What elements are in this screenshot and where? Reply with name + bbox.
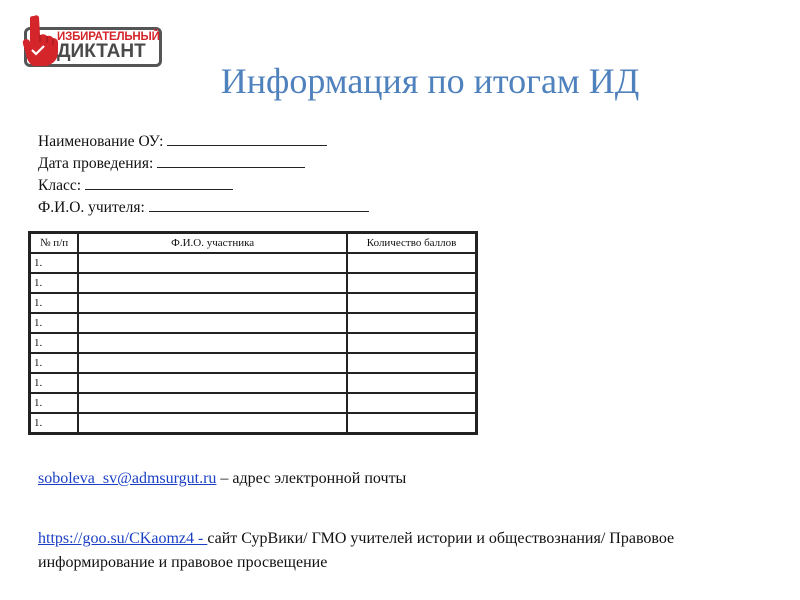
site-line	[38, 527, 778, 575]
page-title: Информация по итогам ИД	[220, 61, 640, 101]
results-table	[28, 231, 478, 435]
cell-score[interactable]	[347, 313, 476, 333]
cell-score[interactable]	[347, 333, 476, 353]
table-row	[30, 333, 477, 353]
field-blank-line[interactable]	[149, 197, 369, 212]
field-teacher	[38, 197, 369, 219]
table-row	[30, 253, 477, 273]
email-link[interactable]: soboleva_sv@admsurgut.ru	[38, 470, 217, 487]
table-row	[30, 293, 477, 313]
cell-number: 1.	[30, 273, 79, 293]
field-label: Ф.И.О. учителя:	[38, 199, 145, 216]
table-row	[30, 353, 477, 373]
email-description: – адрес электронной почты	[216, 470, 407, 487]
cell-number: 1.	[30, 253, 79, 273]
table-row	[30, 273, 477, 293]
cell-score[interactable]	[347, 393, 476, 413]
cell-score[interactable]	[347, 413, 476, 434]
field-label: Дата проведения:	[38, 155, 154, 172]
cell-participant[interactable]	[78, 313, 347, 333]
field-label: Наименование ОУ:	[38, 133, 164, 150]
cell-number: 1.	[30, 333, 79, 353]
cell-number: 1.	[30, 413, 79, 434]
field-class	[38, 175, 369, 197]
cell-number: 1.	[30, 393, 79, 413]
raised-hand-icon	[20, 14, 60, 66]
logo-text-line2: ДИКТАНТ	[57, 41, 146, 62]
table-header-row	[30, 233, 477, 254]
table-row	[30, 313, 477, 333]
cell-score[interactable]	[347, 293, 476, 313]
form-fields	[38, 131, 369, 219]
site-link[interactable]: https://goo.su/CKaomz4 -	[38, 530, 208, 547]
cell-participant[interactable]	[78, 333, 347, 353]
logo-text-line1: ИЗБИРАТЕЛЬНЫЙ	[57, 31, 160, 43]
header-score: Количество баллов	[347, 233, 476, 254]
email-line	[38, 470, 406, 488]
cell-number: 1.	[30, 313, 79, 333]
field-label: Класс:	[38, 177, 82, 194]
cell-score[interactable]	[347, 253, 476, 273]
table-row	[30, 413, 477, 434]
site-description: сайт СурВики/ ГМО учителей истории и обществознания/ Правовое информирование и правовое просвещение	[38, 530, 675, 571]
header-participant: Ф.И.О. участника	[78, 233, 347, 254]
cell-score[interactable]	[347, 273, 476, 293]
cell-participant[interactable]	[78, 293, 347, 313]
cell-participant[interactable]	[78, 373, 347, 393]
cell-participant[interactable]	[78, 253, 347, 273]
cell-participant[interactable]	[78, 353, 347, 373]
field-blank-line[interactable]	[167, 131, 327, 146]
cell-participant[interactable]	[78, 273, 347, 293]
cell-score[interactable]	[347, 353, 476, 373]
cell-participant[interactable]	[78, 413, 347, 434]
field-blank-line[interactable]	[85, 175, 233, 190]
table-row	[30, 373, 477, 393]
cell-number: 1.	[30, 353, 79, 373]
header-number: № п/п	[30, 233, 79, 254]
table-row	[30, 393, 477, 413]
field-blank-line[interactable]	[157, 153, 305, 168]
cell-participant[interactable]	[78, 393, 347, 413]
field-school	[38, 131, 369, 153]
field-date	[38, 153, 369, 175]
cell-number: 1.	[30, 373, 79, 393]
cell-number: 1.	[30, 293, 79, 313]
cell-score[interactable]	[347, 373, 476, 393]
